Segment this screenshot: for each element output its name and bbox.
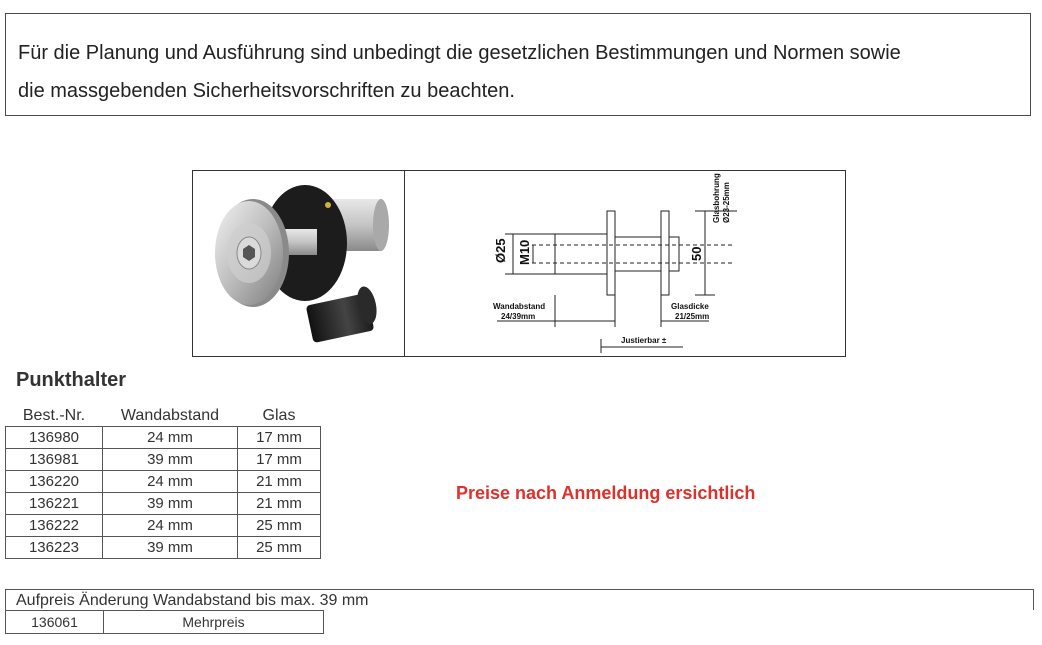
- product-figure: [192, 170, 846, 357]
- cell-glass: 25 mm: [238, 537, 321, 559]
- cell-wall-distance: 39 mm: [103, 449, 238, 471]
- price-note: Preise nach Anmeldung ersichtlich: [456, 483, 756, 503]
- cell-glass: 21 mm: [238, 493, 321, 515]
- cell-wall-distance: 24 mm: [103, 427, 238, 449]
- cell-glass: 17 mm: [238, 427, 321, 449]
- glass-thickness-value: 21/25mm: [675, 312, 710, 321]
- surcharge-table: [5, 610, 324, 634]
- table-row: [6, 515, 321, 537]
- product-photo: [193, 171, 405, 356]
- diameter-label: Ø25: [493, 238, 508, 263]
- cell-order-number: 136980: [6, 427, 103, 449]
- glass-bore-value: Ø23-25mm: [722, 182, 731, 223]
- table-row: [6, 471, 321, 493]
- glass-bore-title: Glasbohrung: [712, 173, 721, 223]
- cell-order-number: 136223: [6, 537, 103, 559]
- cell-glass: 17 mm: [238, 449, 321, 471]
- cell-wall-distance: 24 mm: [103, 471, 238, 493]
- height-label: 50: [689, 246, 704, 261]
- cell-price: Mehrpreis: [104, 611, 324, 634]
- header-order-number: Best.-Nr.: [22, 406, 86, 424]
- table-row: [6, 427, 321, 449]
- cell-order-number: 136061: [6, 611, 104, 634]
- cell-wall-distance: 39 mm: [103, 537, 238, 559]
- notice-line-1: Für die Planung und Ausführung sind unbedingt die gesetzlichen Bestimmungen und Normen sowie: [18, 42, 901, 64]
- table-header-row: [6, 405, 321, 427]
- cell-wall-distance: 24 mm: [103, 515, 238, 537]
- cell-glass: 25 mm: [238, 515, 321, 537]
- wall-distance-value: 24/39mm: [501, 312, 536, 321]
- notice-line-2: die massgebenden Sicherheitsvorschriften zu beachten.: [18, 80, 515, 102]
- table-row: [6, 537, 321, 559]
- technical-drawing: [405, 171, 845, 356]
- cell-order-number: 136981: [6, 449, 103, 471]
- safety-notice-box: [5, 13, 1031, 116]
- wall-distance-label: Wandabstand: [493, 302, 546, 311]
- cell-order-number: 136220: [6, 471, 103, 493]
- cell-order-number: 136221: [6, 493, 103, 515]
- table-row: [6, 611, 324, 634]
- surcharge-title: Aufpreis Änderung Wandabstand bis max. 39 mm: [5, 589, 1034, 610]
- adjustable-label: Justierbar ±: [621, 336, 667, 345]
- cell-wall-distance: 39 mm: [103, 493, 238, 515]
- glass-thickness-label: Glasdicke: [671, 302, 709, 311]
- table-row: [6, 493, 321, 515]
- cell-glass: 21 mm: [238, 471, 321, 493]
- header-glass: Glas: [262, 406, 296, 424]
- product-title: Punkthalter: [16, 369, 127, 391]
- table-row: [6, 449, 321, 471]
- header-wall-distance: Wandabstand: [120, 406, 220, 424]
- cell-order-number: 136222: [6, 515, 103, 537]
- product-table: [5, 405, 321, 559]
- thread-label: M10: [517, 239, 532, 265]
